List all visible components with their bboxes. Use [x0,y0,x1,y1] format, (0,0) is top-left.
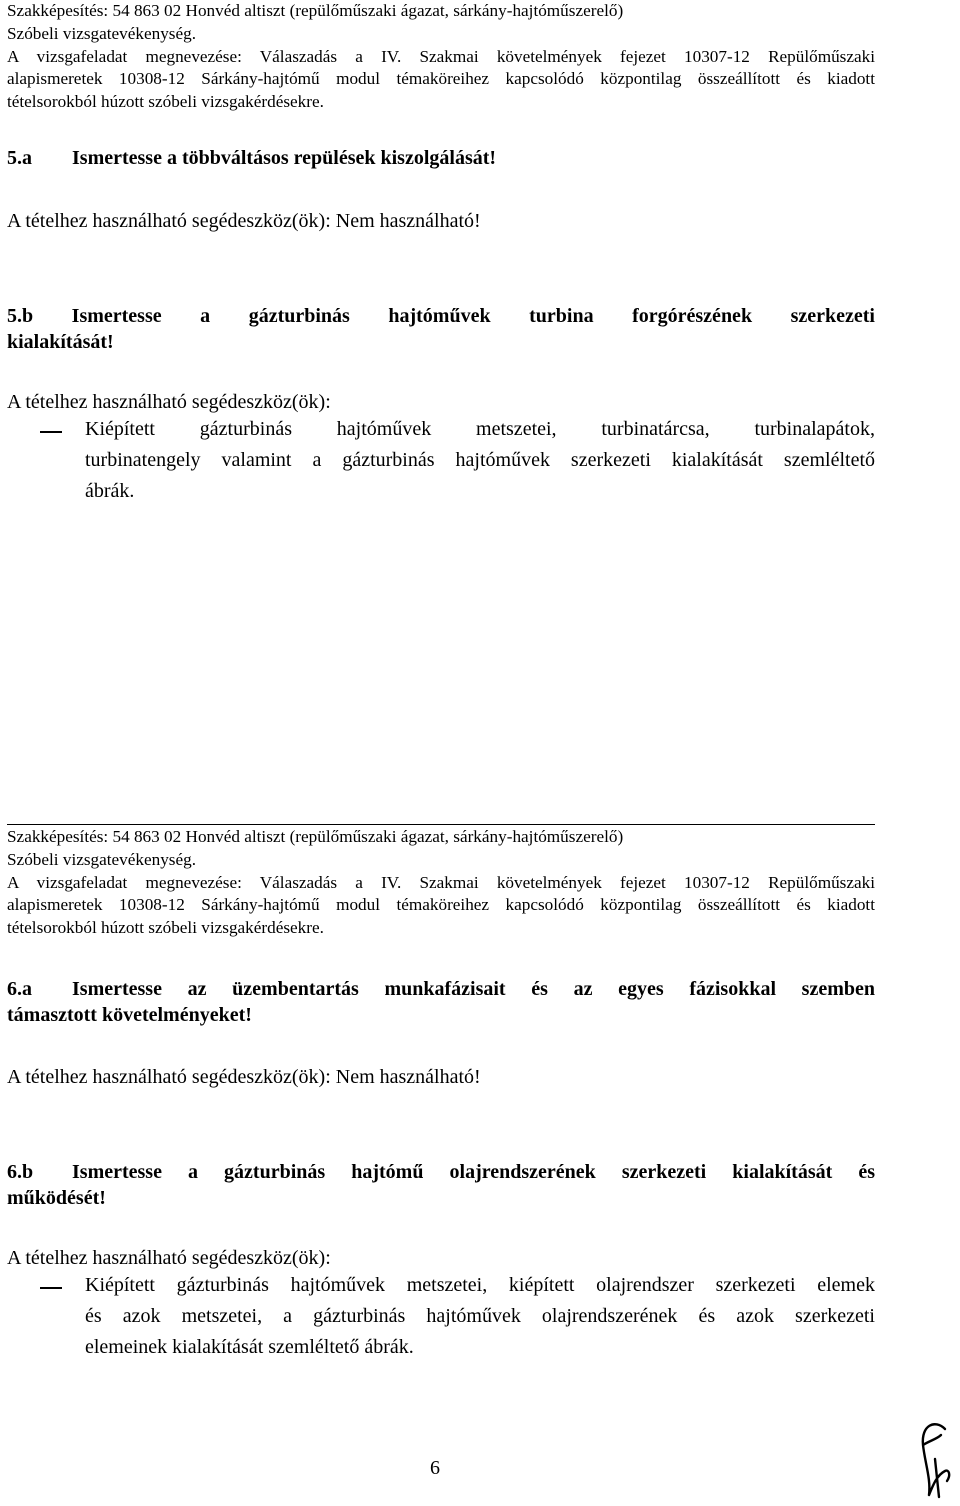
list-dash-icon [40,431,62,433]
list-dash-icon [40,1287,62,1289]
question-number: 6.a [7,978,32,1000]
question-word: hajtóművek [388,305,491,327]
page-number: 6 [430,1457,440,1479]
header-qualification: Szakképesítés: 54 863 02 Honvéd altiszt (repülőműszaki ágazat, sárkány-hajtóműszerelő) [7,827,624,846]
header-top [7,0,875,114]
aid-line: Kiépített gázturbinás hajtóművek metszetei, turbinatárcsa, turbinalapátok, [85,418,875,440]
aid-line: elemeinek kialakítását szemléltető ábrák. [85,1336,414,1358]
question-word: forgórészének [632,305,753,327]
aid-line: Kiépített gázturbinás hajtóművek metszetei, kiépített olajrendszer szerkezeti elemek [85,1274,875,1296]
question-5b-aids-list [85,414,875,507]
question-6b-line2: működését! [7,1187,106,1209]
question-5b-line2: kialakítását! [7,331,114,353]
aid-line: turbinatengely valamint a gázturbinás hajtóművek szerkezeti kialakítását szemléltető [85,449,875,471]
question-number: 6.b [7,1161,34,1183]
question-6a-aids: A tételhez használható segédeszköz(ök): Nem használható! [7,1066,481,1088]
question-6a [7,976,875,1002]
question-5a-aids: A tételhez használható segédeszköz(ök): Nem használható! [7,210,481,232]
question-word: Ismertesse [71,305,162,327]
question-6b-aids-label: A tételhez használható segédeszköz(ök): [7,1247,331,1269]
question-word: turbina [529,305,594,327]
header-task-line3: tételsorokból húzott szóbeli vizsgakérdésekre. [7,918,324,938]
question-number: 5.a [7,147,32,169]
question-number: 5.b [7,305,34,327]
question-text: Ismertesse a többváltásos repülések kiszolgálását! [72,147,497,169]
header-task-line2: alapismeretek 10308-12 Sárkány-hajtómű modul témaköreihez kapcsolódó központilag összeállított és kiadott [7,895,875,915]
question-5b-aids-label: A tételhez használható segédeszköz(ök): [7,391,331,413]
question-5a [7,145,496,171]
header-task-line3: tételsorokból húzott szóbeli vizsgakérdésekre. [7,92,324,112]
header-activity: Szóbeli vizsgatevékenység. [7,849,197,869]
header-task-line1: A vizsgafeladat megnevezése: Válaszadás a IV. Szakmai követelmények fejezet 10307-12 Repülőműszaki [7,872,875,892]
header-task-line2: alapismeretek 10308-12 Sárkány-hajtómű modul témaköreihez kapcsolódó központilag összeállított és kiadott [7,69,875,89]
question-text: Ismertesse az üzembentartás munkafázisait és az egyes fázisokkal szemben [72,978,875,1000]
header-bottom [7,826,875,940]
question-word: a [200,305,211,327]
header-qualification: Szakképesítés: 54 863 02 Honvéd altiszt (repülőműszaki ágazat, sárkány-hajtóműszerelő) [7,1,624,20]
question-word: gázturbinás [248,305,350,327]
signature-icon [915,1415,955,1506]
question-word: szerkezeti [790,305,875,327]
question-6b-aids-list [85,1270,875,1363]
question-5b [7,303,875,329]
footnote-separator [7,824,875,825]
question-6b [7,1159,875,1185]
header-activity: Szóbeli vizsgatevékenység. [7,23,197,43]
question-text: Ismertesse a gázturbinás hajtómű olajrendszerének szerkezeti kialakítását és [72,1161,875,1183]
question-6a-line2: támasztott követelményeket! [7,1004,252,1026]
header-task-line1: A vizsgafeladat megnevezése: Válaszadás a IV. Szakmai követelmények fejezet 10307-12 Repülőműszaki [7,46,875,66]
aid-line: és azok metszetei, a gázturbinás hajtóművek olajrendszerének és azok szerkezeti [85,1305,875,1327]
aid-line: ábrák. [85,480,135,502]
